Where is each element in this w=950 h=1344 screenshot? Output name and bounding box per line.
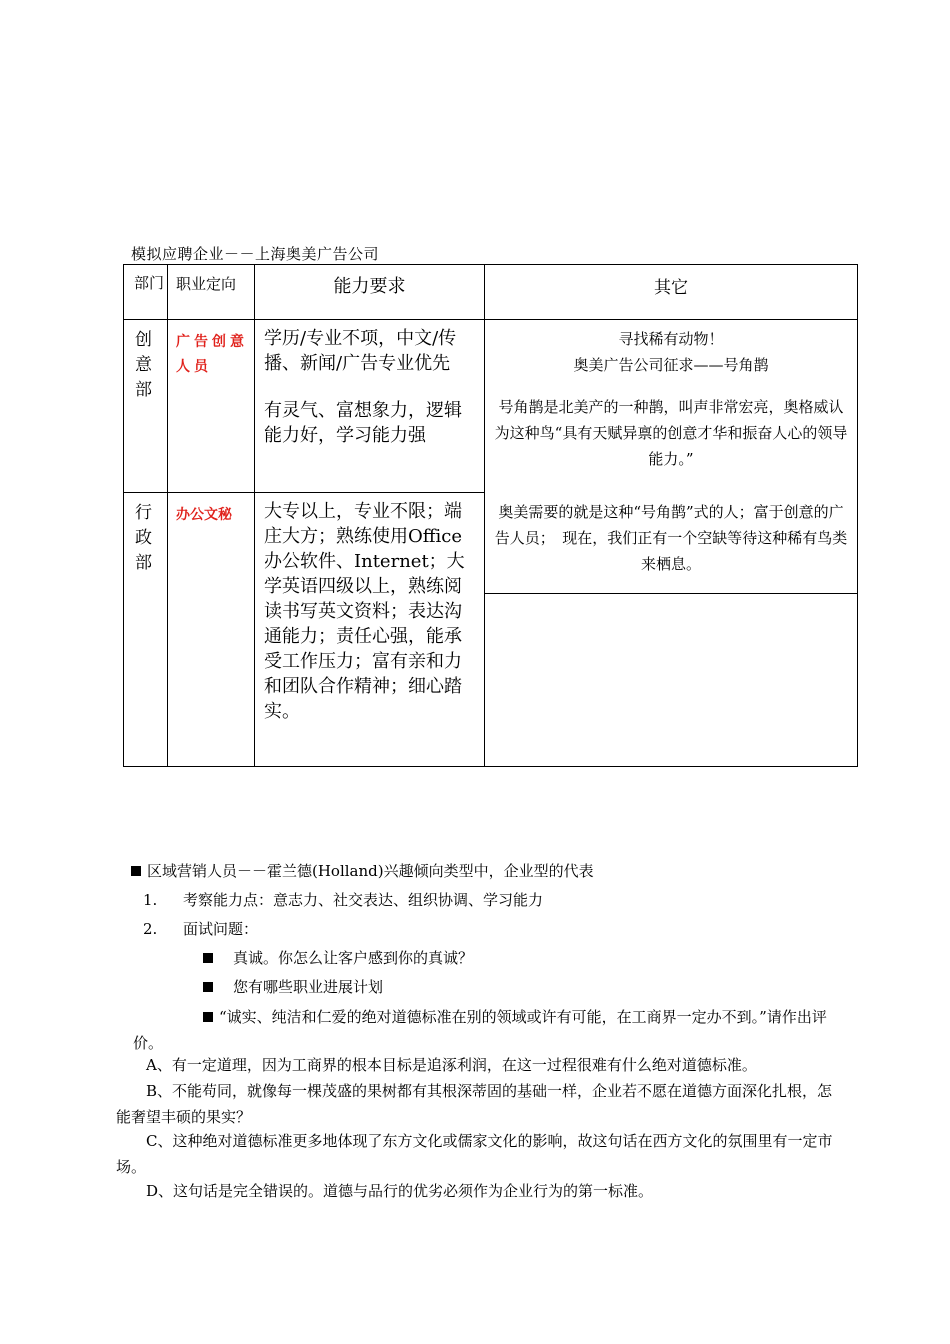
header-job: 职业定向 bbox=[168, 265, 255, 320]
header-department: 部门 bbox=[124, 265, 168, 320]
job-creative: 广告创意人员 bbox=[168, 320, 255, 493]
header-capability: 能力要求 bbox=[255, 265, 485, 320]
question-item: 您有哪些职业进展计划 bbox=[203, 976, 383, 997]
list-item: 1. 考察能力点：意志力、社交表达、组织协调、学习能力 bbox=[143, 891, 544, 909]
capability-line: 大专以上，专业不限；端庄大方；熟练使用Office办公软件、Internet；大学英语四级以上，熟练阅读书写英文资料；表达沟通能力；责任心强，能承受工作压力；富有亲和力和团队合作精神；细心踏实。 bbox=[264, 501, 465, 722]
option-c: C、这种绝对道德标准更多地体现了东方文化或儒家文化的影响，故这句话在西方文化的氛围里有一定市场。 bbox=[116, 1132, 833, 1176]
table-header-row bbox=[124, 265, 858, 320]
square-bullet-icon bbox=[203, 1012, 213, 1022]
option-d: D、这句话是完全错误的。道德与品行的优劣必须作为企业行为的第一标准。 bbox=[146, 1182, 654, 1200]
list-item: 2. 面试问题： bbox=[143, 920, 259, 938]
question-item: “诚实、纯洁和仁爱的绝对道德标准在别的领域或许有可能，在工商界一定办不到。”请作出评价。 bbox=[133, 1008, 827, 1052]
department-creative: 创意部 bbox=[124, 320, 168, 493]
capability-creative bbox=[255, 320, 485, 493]
header-other: 其它 bbox=[485, 265, 858, 320]
option-a: A、有一定道理，因为工商界的根本目标是追涿利润，在这一过程很难有什么绝对道德标准。 bbox=[146, 1056, 757, 1074]
other-para-2: 奥美需要的就是这种“号角鹊”式的人；富于创意的广告人员； 现在，我们正有一个空缺等待这种稀有鸟类来栖息。 bbox=[494, 502, 848, 573]
capability-line: 学历/专业不项，中文/传播、新闻/广告专业优先 bbox=[264, 328, 457, 374]
capability-line: 有灵气、富想象力，逻辑能力好，学习能力强 bbox=[264, 400, 462, 446]
other-cell bbox=[485, 320, 858, 493]
other-cell-lower bbox=[485, 493, 858, 767]
table-row bbox=[124, 493, 858, 767]
section-heading: 区域营销人员－－霍兰德(Holland)兴趣倾向类型中，企业型的代表 bbox=[131, 860, 594, 881]
option-b: B、不能苟同，就像每一棵茂盛的果树都有其根深蒂固的基础一样，企业若不愿在道德方面深化扎根，怎能奢望丰硕的果实？ bbox=[116, 1082, 833, 1126]
department-admin: 行政部 bbox=[124, 493, 168, 767]
square-bullet-icon bbox=[203, 953, 213, 963]
square-bullet-icon bbox=[131, 866, 141, 876]
table-caption: 模拟应聘企业－－上海奥美广告公司 bbox=[131, 245, 380, 263]
other-title: 寻找稀有动物！ bbox=[618, 330, 724, 348]
job-admin: 办公文秘 bbox=[168, 493, 255, 767]
other-para-1: 号角鹊是北美产的一种鹊，叫声非常宏亮，奥格威认为这种鸟“具有天赋异禀的创意才华和振奋人心的领导能力。” bbox=[494, 398, 848, 468]
square-bullet-icon bbox=[203, 982, 213, 992]
job-requirements-table bbox=[123, 264, 858, 767]
other-subtitle: 奥美广告公司征求——号角鹊 bbox=[573, 356, 769, 374]
table-row bbox=[124, 320, 858, 493]
capability-admin bbox=[255, 493, 485, 767]
question-item: 真诚。你怎么让客户感到你的真诚？ bbox=[203, 947, 473, 968]
